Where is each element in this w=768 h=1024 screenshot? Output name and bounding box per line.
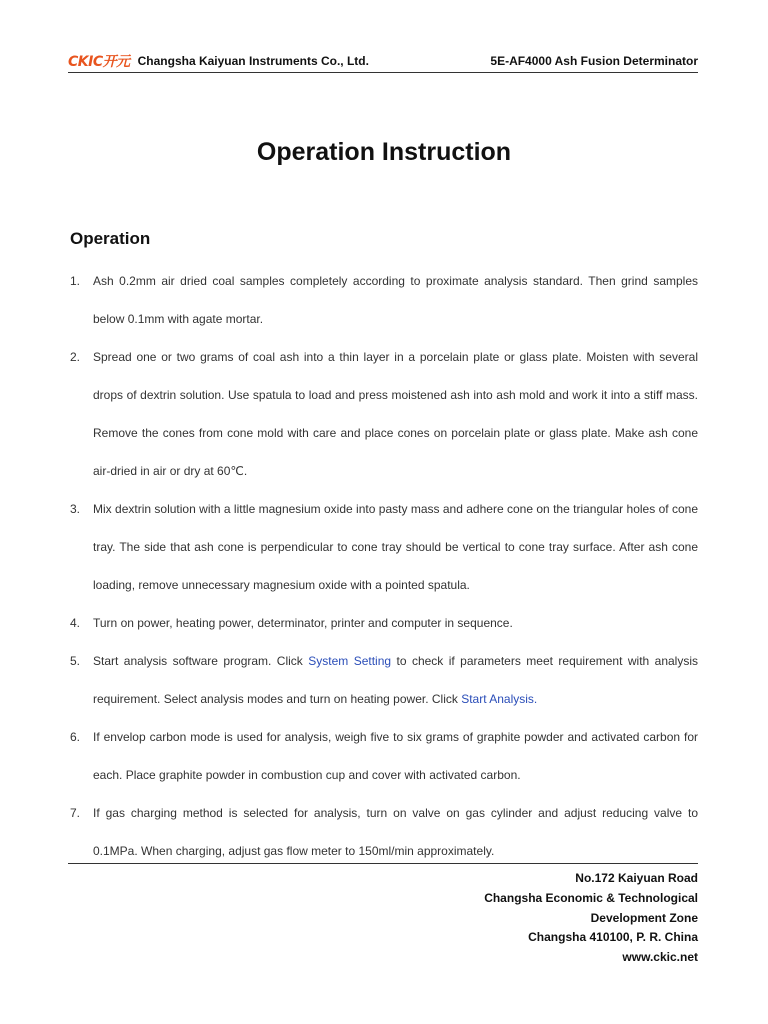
address-line: Changsha 410100, P. R. China	[528, 930, 698, 945]
step-text: Turn on power, heating power, determinator, printer and computer in sequence.	[93, 616, 513, 630]
step-number: 4.	[70, 616, 81, 630]
step-text: If gas charging method is selected for analysis, turn on valve on gas cylinder and adjust reducing valve to 0.1MPa. When charging, adjust gas flow meter to 150ml/min approximately.	[93, 806, 698, 858]
start-analysis-link[interactable]: Start Analysis.	[461, 692, 538, 706]
company-name: Changsha Kaiyuan Instruments Co., Ltd.	[137, 54, 369, 68]
step-text: Start analysis software program. Click	[93, 654, 309, 668]
page-title: Operation Instruction	[256, 138, 512, 166]
step-item	[70, 794, 698, 870]
step-item	[70, 490, 698, 604]
step-item	[70, 604, 698, 642]
address-line: Development Zone	[590, 910, 698, 925]
step-item	[70, 718, 698, 794]
website-link[interactable]: www.ckic.net	[622, 950, 698, 965]
step-number: 3.	[70, 502, 81, 516]
operation-steps	[70, 262, 698, 870]
step-text: Mix dextrin solution with a little magnesium oxide into pasty mass and adhere cone on the triangular holes of cone tray. The side that ash cone is perpendicular to cone tray should be vertical to cone tray surface. After ash cone loading, remove unnecessary magnesium oxide with a pointed spatula.	[93, 502, 698, 592]
page-footer	[68, 863, 698, 968]
header-brand	[68, 51, 369, 71]
company-logo: CKIC开元	[68, 54, 130, 70]
step-number: 2.	[70, 350, 81, 364]
step-text: Spread one or two grams of coal ash into a thin layer in a porcelain plate or glass plate. Moisten with several drops of dextrin solution. Use spatula to load and press moistened ash into ash mold and work it into a stiff mass. Remove the cones from cone mold with care and place cones on porcelain plate or glass plate. Make ash cone air-dried in air or dry at 60℃.	[93, 350, 698, 478]
step-item	[70, 262, 698, 338]
section-heading: Operation	[70, 229, 151, 248]
step-number: 6.	[70, 730, 81, 744]
step-item	[70, 338, 698, 490]
address-line: Changsha Economic & Technological	[484, 890, 698, 905]
step-text: Ash 0.2mm air dried coal samples completely according to proximate analysis standard. Then grind samples below 0.1mm with agate mortar.	[93, 274, 698, 326]
step-item	[70, 642, 698, 718]
page-header	[68, 50, 698, 73]
step-text: If envelop carbon mode is used for analysis, weigh five to six grams of graphite powder and activated carbon for each. Place graphite powder in combustion cup and cover with activated carbon.	[93, 730, 698, 782]
address-line: No.172 Kaiyuan Road	[575, 871, 698, 885]
product-name: 5E-AF4000 Ash Fusion Determinator	[490, 54, 698, 68]
step-number: 1.	[70, 274, 81, 288]
step-number: 5.	[70, 654, 81, 668]
step-text: to check if parameters meet requirement with analysis requirement. Select analysis modes and turn on heating power. Click	[93, 654, 699, 706]
system-setting-link[interactable]: System Setting	[308, 654, 392, 668]
step-number: 7.	[70, 806, 81, 820]
